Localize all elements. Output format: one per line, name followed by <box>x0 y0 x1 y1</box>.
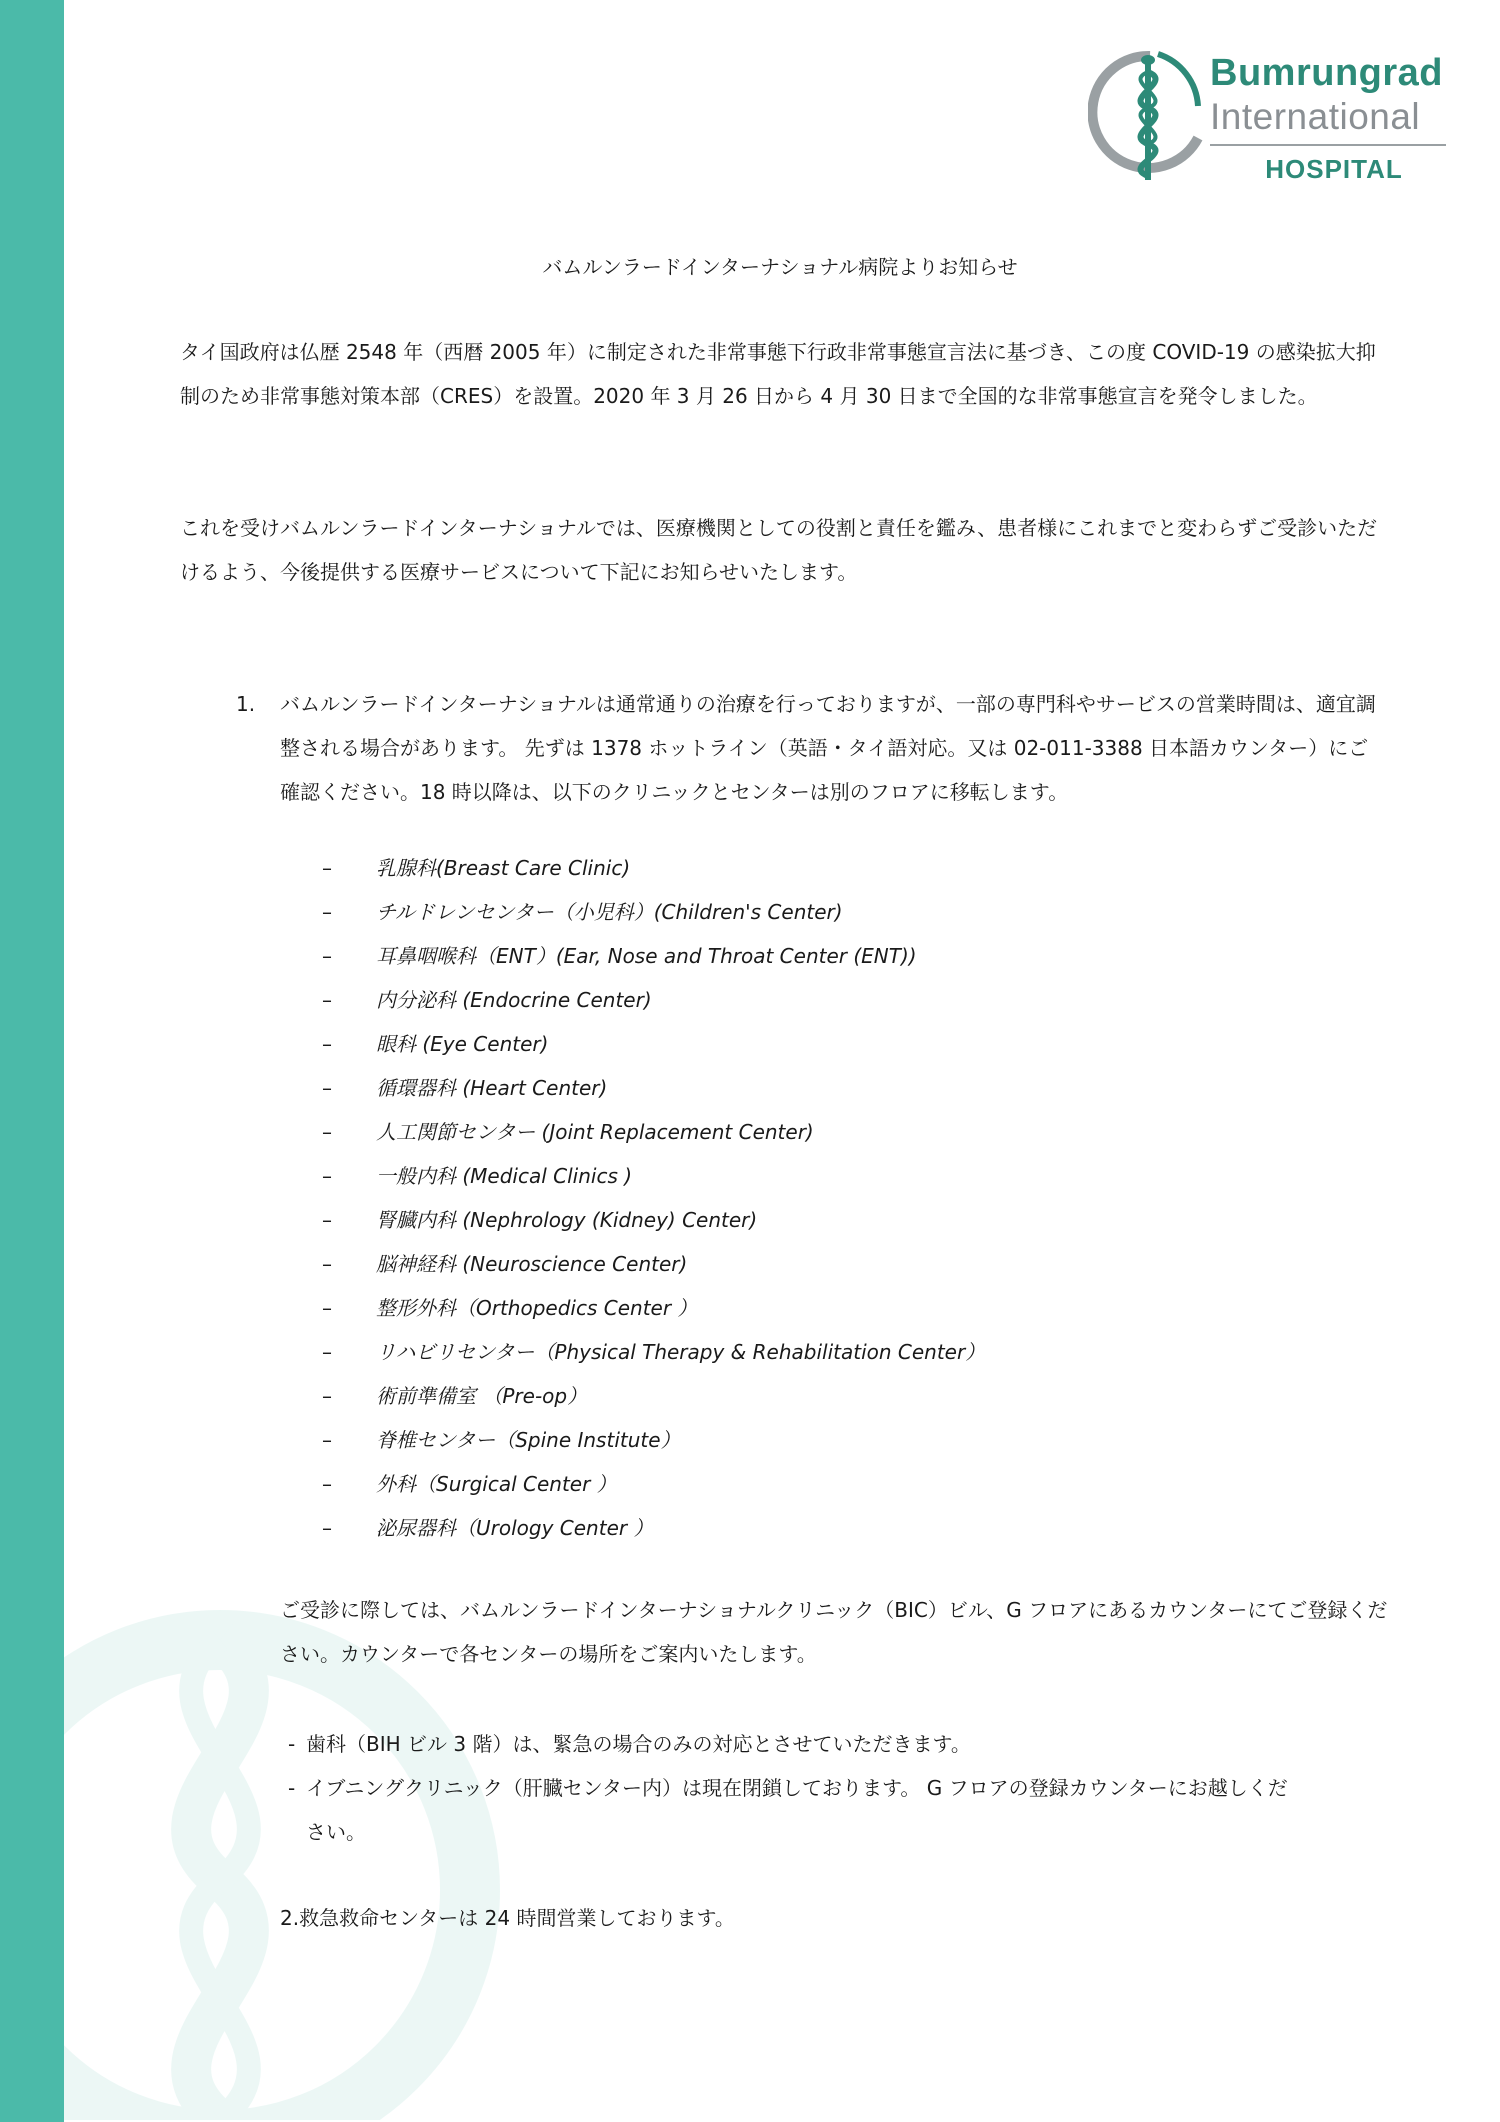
department-list-item <box>322 1506 1222 1550</box>
department-name: 一般内科 (Medical Clinics ) <box>376 1164 633 1188</box>
list-dash: – <box>322 1252 332 1276</box>
department-list-item <box>322 1374 1222 1418</box>
caduceus-icon <box>1088 46 1208 186</box>
department-name: 泌尿器科（Urology Center ） <box>376 1516 654 1540</box>
note-item <box>288 1766 1288 1854</box>
list-dash: – <box>322 1296 332 1320</box>
registration-paragraph: ご受診に際しては、バムルンラードインターナショナルクリニック（BIC）ビル、G フロアにあるカウンターにてご登録ください。カウンターで各センターの場所をご案内いたします。 <box>280 1598 1388 1666</box>
department-name: 腎臓内科 (Nephrology (Kidney) Center) <box>376 1208 758 1232</box>
department-name: 人工関節センター (Joint Replacement Center) <box>376 1120 814 1144</box>
department-name: 整形外科（Orthopedics Center ） <box>376 1296 698 1320</box>
department-list-item <box>322 934 1222 978</box>
list-dash: – <box>322 1516 332 1540</box>
department-list-item <box>322 1286 1222 1330</box>
department-list-item <box>322 846 1222 890</box>
logo-divider <box>1210 144 1446 146</box>
item-1-text: バムルンラードインターナショナルは通常通りの治療を行っておりますが、一部の専門科やサービスの営業時間は、適宜調整される場合があります。 先ずは 1378 ホットライン（英語・タイ語対応。又は 02-011-3388 日本語カウンター）にご確認ください。18 時以降は、以下のクリニックとセンターは別のフロアに移転します。 <box>280 692 1376 804</box>
logo-wordmark-international: International <box>1210 96 1421 137</box>
numbered-item-1 <box>236 682 1386 814</box>
note-bullet: - <box>288 1732 296 1756</box>
list-dash: – <box>322 900 332 924</box>
department-name: 眼科 (Eye Center) <box>376 1032 549 1056</box>
department-name: 乳腺科(Breast Care Clinic) <box>376 856 631 880</box>
list-dash: – <box>322 1340 332 1364</box>
department-list-item <box>322 1110 1222 1154</box>
list-dash: – <box>322 1076 332 1100</box>
notes-list <box>288 1722 1288 1854</box>
note-text: イブニングクリニック（肝臓センター内）は現在閉鎖しております。 G フロアの登録カウンターにお越しください。 <box>306 1776 1288 1844</box>
department-list-item <box>322 890 1222 934</box>
response-paragraph: これを受けバムルンラードインターナショナルでは、医療機関としての役割と責任を鑑み、患者様にこれまでと変わらずご受診いただけるよう、今後提供する医療サービスについて下記にお知らせいたします。 <box>180 516 1378 584</box>
logo-wordmark-bumrungrad: Bumrungrad <box>1210 52 1443 94</box>
list-dash: – <box>322 1428 332 1452</box>
department-name: チルドレンセンター（小児科）(Children's Center) <box>376 900 843 924</box>
list-dash: – <box>322 1120 332 1144</box>
department-list-item <box>322 1418 1222 1462</box>
department-name: 術前準備室 （Pre-op） <box>376 1384 588 1408</box>
department-list-item <box>322 978 1222 1022</box>
list-dash: – <box>322 1208 332 1232</box>
list-dash: – <box>322 988 332 1012</box>
list-dash: – <box>322 1164 332 1188</box>
department-list <box>322 846 1222 1550</box>
note-item <box>288 1722 1288 1766</box>
notice-title: バムルンラードインターナショナル病院よりお知らせ <box>542 255 1018 279</box>
hospital-logo <box>1088 46 1448 186</box>
department-name: 脳神経科 (Neuroscience Center) <box>376 1252 688 1276</box>
department-list-item <box>322 1330 1222 1374</box>
department-name: 内分泌科 (Endocrine Center) <box>376 988 652 1012</box>
numbered-item-2: 2.救急救命センターは 24 時間営業しております。 <box>280 1906 735 1930</box>
note-bullet: - <box>288 1776 296 1800</box>
department-name: 外科（Surgical Center ） <box>376 1472 617 1496</box>
logo-wordmark-hospital: HOSPITAL <box>1265 154 1403 184</box>
department-name: 循環器科 (Heart Center) <box>376 1076 608 1100</box>
list-dash: – <box>322 1472 332 1496</box>
department-name: 脊椎センター（Spine Institute） <box>376 1428 681 1452</box>
list-dash: – <box>322 1032 332 1056</box>
department-list-item <box>322 1242 1222 1286</box>
department-list-item <box>322 1462 1222 1506</box>
intro-paragraph: タイ国政府は仏歴 2548 年（西暦 2005 年）に制定された非常事態下行政非常事態宣言法に基づき、この度 COVID-19 の感染拡大抑制のため非常事態対策本部（CRES）を設置。2020 年 3 月 26 日から 4 月 30 日まで全国的な非常事態宣言を発令しました。 <box>180 340 1376 408</box>
department-list-item <box>322 1066 1222 1110</box>
department-list-item <box>322 1154 1222 1198</box>
department-name: 耳鼻咽喉科（ENT）(Ear, Nose and Throat Center (ENT)) <box>376 944 917 968</box>
department-list-item <box>322 1022 1222 1066</box>
list-dash: – <box>322 1384 332 1408</box>
item-1-number: 1. <box>236 692 256 716</box>
department-name: リハビリセンター（Physical Therapy & Rehabilitation Center） <box>376 1340 986 1364</box>
list-dash: – <box>322 856 332 880</box>
department-list-item <box>322 1198 1222 1242</box>
list-dash: – <box>322 944 332 968</box>
note-text: 歯科（BIH ビル 3 階）は、緊急の場合のみの対応とさせていただきます。 <box>306 1732 971 1756</box>
